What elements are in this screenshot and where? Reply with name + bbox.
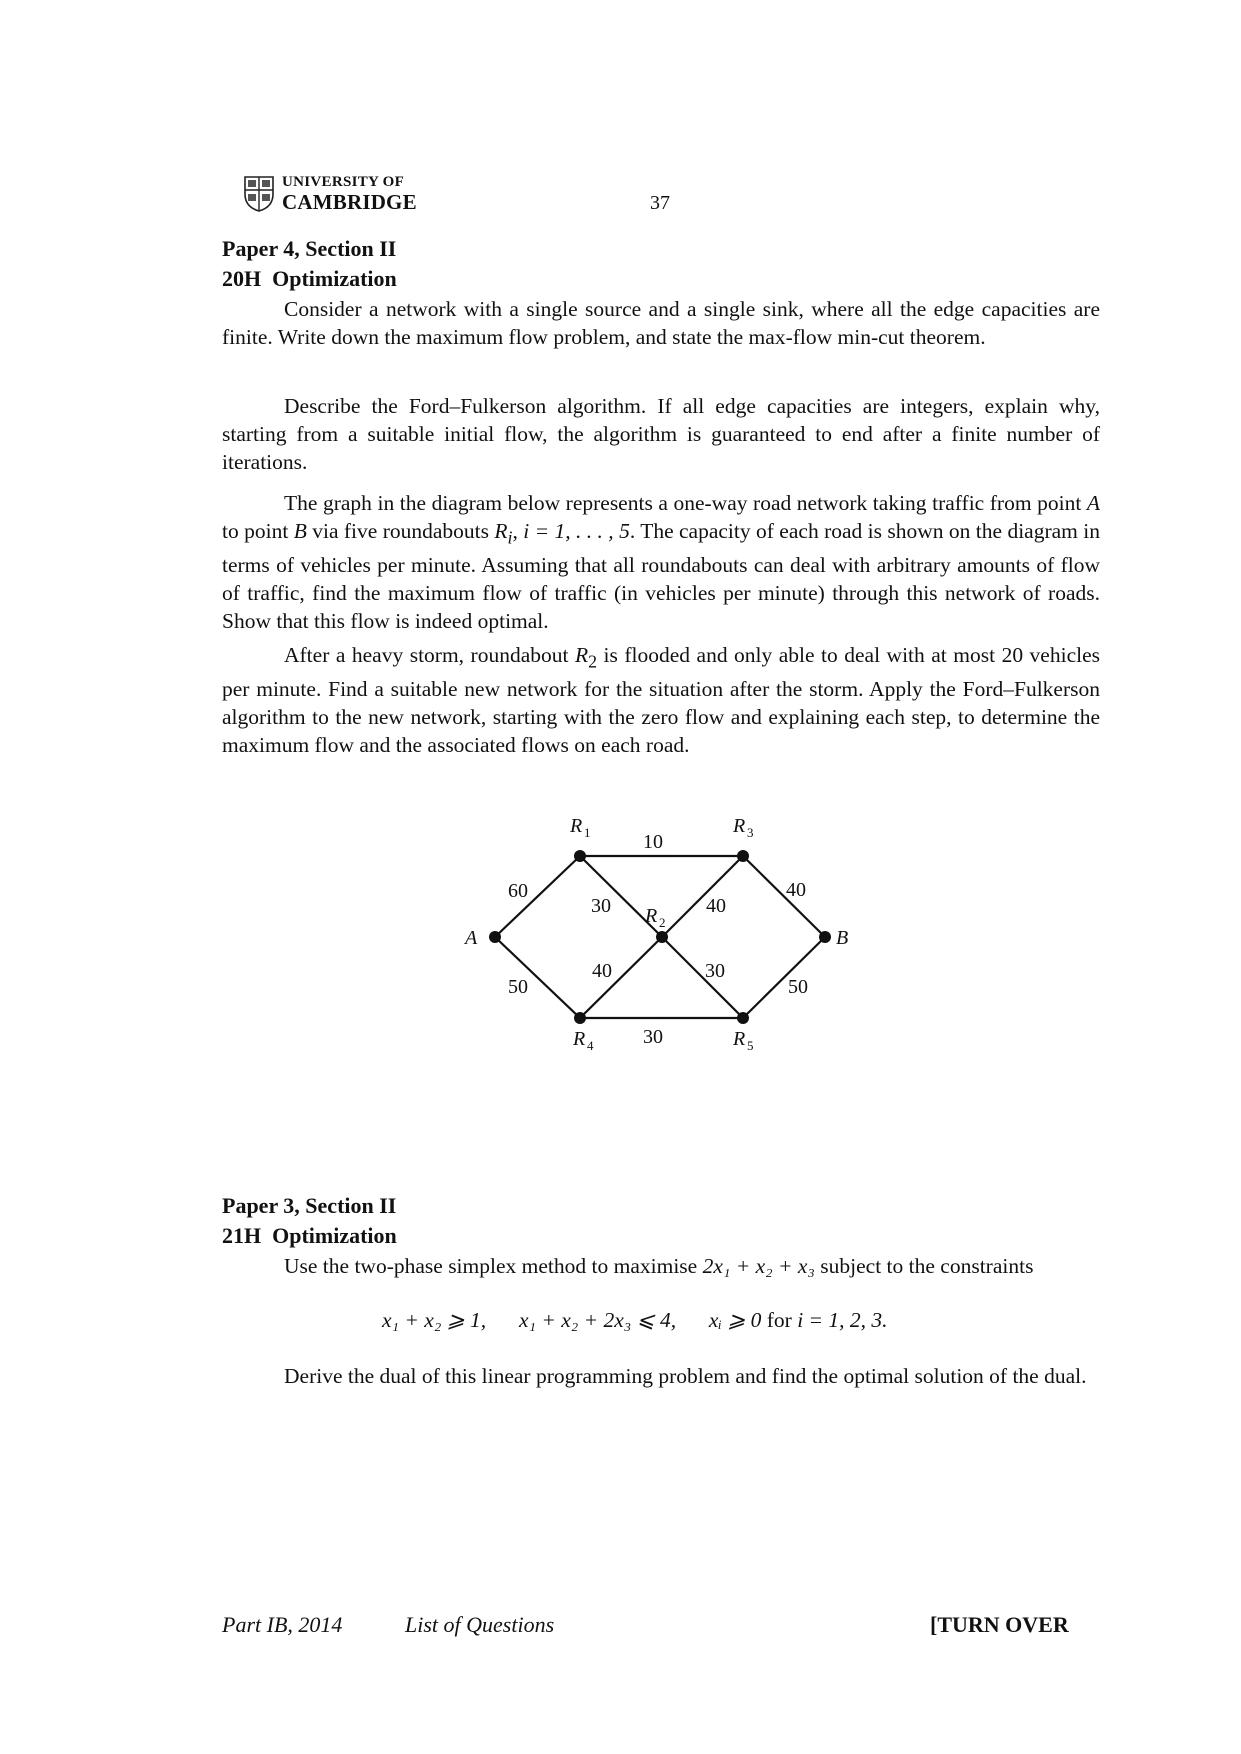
arrow-R3-B	[774, 887, 784, 897]
math-R: R	[574, 643, 589, 667]
crest-icon	[244, 176, 274, 212]
cap-R4-R2: 40	[592, 960, 612, 982]
arrow-R2-R3	[696, 893, 706, 903]
cap-R3-B: 40	[786, 879, 806, 901]
math-sub-i: i	[507, 527, 513, 548]
label-R3: R	[733, 815, 746, 837]
page-number: 37	[650, 192, 670, 214]
constraint-2: x₁ + x₂ + 2x₃ ⩽ 4,	[518, 1308, 677, 1332]
math-B: B	[293, 519, 307, 543]
arrow-A-R4	[532, 972, 543, 983]
cap-A-R4: 50	[508, 976, 528, 998]
label-A: A	[465, 927, 478, 949]
text-run: Use the two-phase simplex method to maximise	[284, 1254, 703, 1278]
label-R2: R	[645, 905, 658, 927]
q20-paragraph-2: Describe the Ford–Fulkerson algorithm. If all edge capacities are integers, explain why, starting from a suitable initial flow, the algorithm is guaranteed to end after a finite number of iterations.	[222, 394, 1100, 474]
q21-paper-heading: Paper 3, Section II	[222, 1193, 397, 1218]
q20-paper-heading: Paper 4, Section II	[222, 236, 397, 261]
logo-line1: UNIVERSITY OF	[282, 174, 405, 190]
cap-R2-R5: 30	[705, 960, 725, 982]
text-run: The graph in the diagram below represents a one-way road network taking traffic from point	[284, 491, 1087, 515]
text-run: ,	[512, 519, 524, 543]
math-A: A	[1086, 491, 1100, 515]
text-run: . The capacity of each road is shown on the diagram in terms of vehicles per minute. Assuming that all roundabouts can deal with arbitrary amounts of flow of traffic, find the maximum flow of traffic (in vehicles per minute) through this network of roads. Show that this flow is indeed optimal.	[222, 519, 1101, 634]
cap-R2-R3: 40	[706, 895, 726, 917]
label-R2-sub: 2	[659, 915, 666, 930]
label-R4: R	[573, 1028, 586, 1050]
text-run: After a heavy storm, roundabout	[284, 643, 575, 667]
label-R5-sub: 5	[747, 1038, 754, 1053]
footer-list: List of Questions	[405, 1612, 555, 1637]
q21-paragraph-1	[222, 1252, 1100, 1280]
math-range: i = 1, . . . , 5	[523, 519, 630, 543]
arrow-R4-R2	[611, 977, 621, 987]
q21-title: 21H Optimization	[222, 1223, 397, 1248]
constraint-3-for: for	[761, 1308, 798, 1332]
arrow-R1-R2	[614, 890, 624, 900]
arrow-A-R1	[532, 892, 543, 903]
footer-part: Part IB, 2014	[222, 1612, 343, 1637]
label-R5: R	[733, 1028, 746, 1050]
objective-expression: 2x₁ + x₂ + x₃	[702, 1254, 815, 1278]
cap-R1-R3: 10	[643, 831, 663, 853]
road-network-diagram	[440, 800, 880, 1080]
node-R1	[574, 850, 586, 862]
constraint-3-index: i = 1, 2, 3.	[797, 1308, 888, 1332]
label-R4-sub: 4	[587, 1038, 594, 1053]
q20-title: 20H Optimization	[222, 266, 397, 291]
constraints-line	[382, 1308, 888, 1333]
q20-paragraph-4	[222, 641, 1100, 759]
text-run: via five roundabouts	[306, 519, 495, 543]
logo-line2: CAMBRIDGE	[282, 190, 417, 214]
node-R2	[656, 931, 668, 943]
label-R1-sub: 1	[584, 825, 591, 840]
label-R1: R	[570, 815, 583, 837]
q20-paragraph-3	[222, 489, 1100, 635]
text-run: subject to the constraints	[814, 1254, 1034, 1278]
footer-turn-over: [TURN OVER	[930, 1612, 1069, 1637]
q20-paragraph-1: Consider a network with a single source and a single sink, where all the edge capacities are finite. Write down the maximum flow problem, and state the max-flow min-cut theorem.	[222, 297, 1100, 349]
node-R5	[737, 1012, 749, 1024]
node-A	[489, 931, 501, 943]
text-run: to point	[222, 519, 294, 543]
math-R: R	[494, 519, 508, 543]
label-B: B	[836, 927, 849, 949]
constraint-1: x₁ + x₂ ⩾ 1,	[382, 1308, 487, 1332]
text-run: is flooded and only able to deal with at most 20 vehicles per minute. Find a suitable new network for the situation after the storm. Apply the Ford–Fulkerson algorithm to the new network, starting with the zero flow and explaining each step, to determine the maximum flow and the associated flows on each road.	[222, 643, 1100, 758]
node-R3	[737, 850, 749, 862]
arrow-R5-B	[776, 976, 786, 986]
q21-paragraph-2: Derive the dual of this linear programming problem and find the optimal solution of the dual.	[284, 1364, 1087, 1388]
node-R4	[574, 1012, 586, 1024]
label-R3-sub: 3	[747, 825, 754, 840]
cap-A-R1: 60	[508, 880, 528, 902]
node-B	[819, 931, 831, 943]
cap-R5-B: 50	[788, 976, 808, 998]
edge-R3-B	[743, 856, 825, 937]
cap-R1-R2: 30	[591, 895, 611, 917]
constraint-3: xᵢ ⩾ 0	[708, 1308, 762, 1332]
math-sub-2: 2	[588, 651, 598, 672]
cap-R4-R5: 30	[643, 1026, 663, 1048]
university-logo	[240, 172, 440, 218]
edge-R5-B	[743, 937, 825, 1018]
